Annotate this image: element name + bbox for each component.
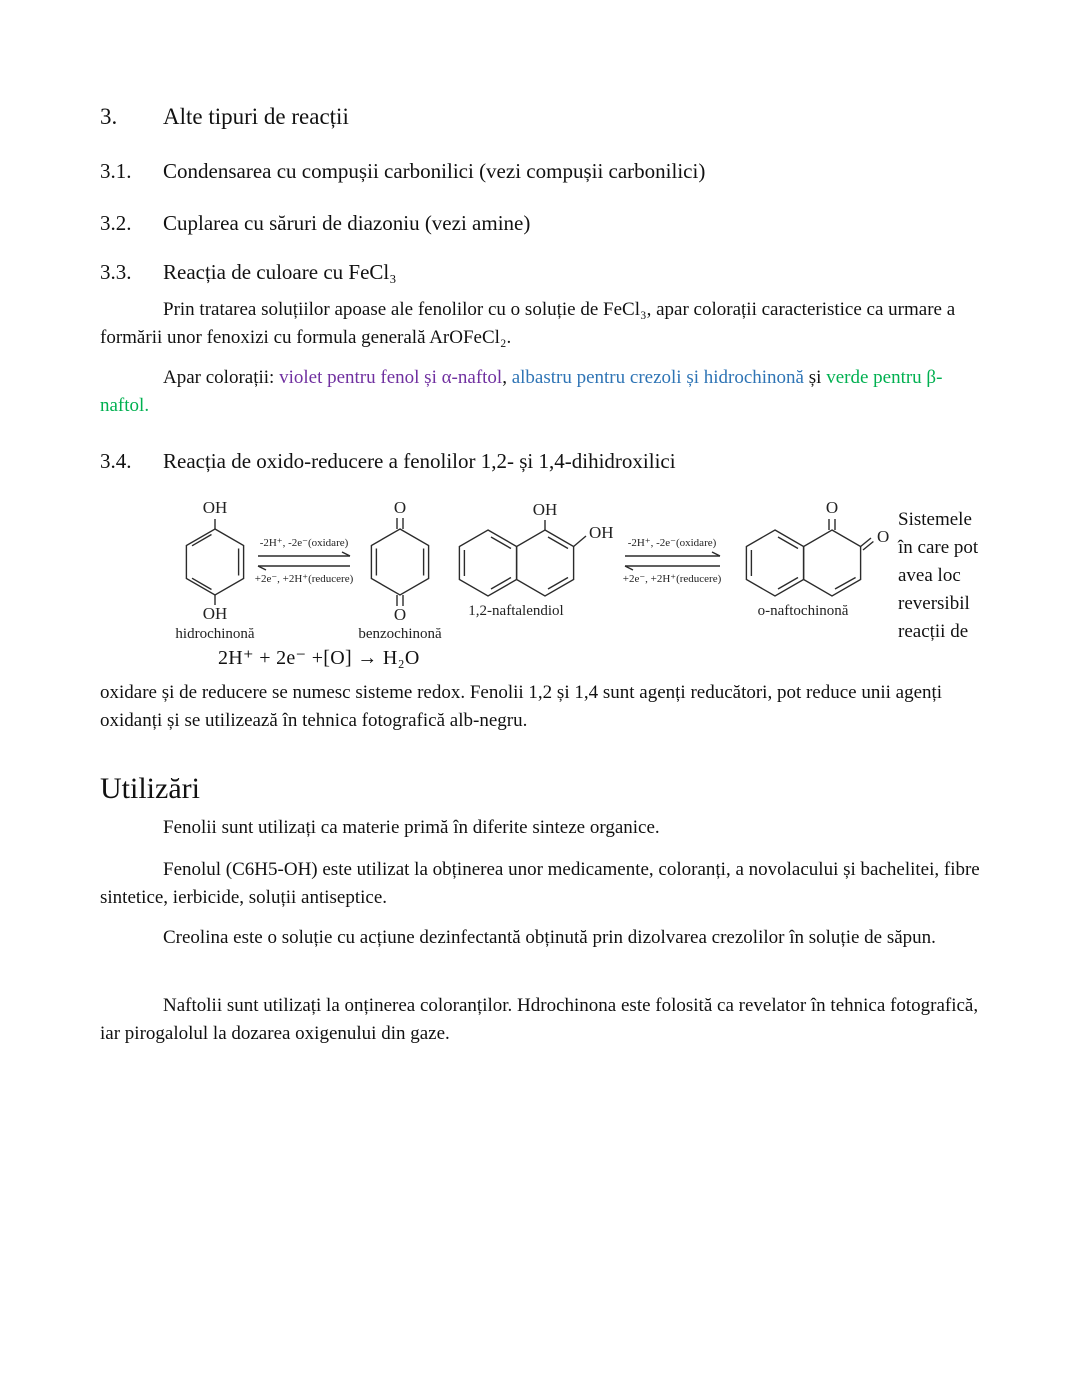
- section-3-4-heading: [100, 449, 676, 474]
- colorations-comma: ,: [502, 367, 512, 388]
- section-3-4-number: 3.4.: [100, 449, 132, 473]
- section-3-1-title: Condensarea cu compușii carbonilici (vezi compușii carbonilici): [163, 159, 706, 183]
- section-3-2-heading: [100, 211, 530, 236]
- oh-label-hydroquinone-bottom: OH: [202, 604, 228, 623]
- benzoquinone-label: benzochinonă: [358, 626, 442, 642]
- colorations-intro: Apar colorații:: [163, 367, 280, 388]
- naphthalenediol-ring-left: [459, 530, 516, 596]
- structure-lines: [186, 518, 873, 606]
- colorations-blue: albastru pentru crezoli și hidrochinonă: [511, 367, 804, 388]
- section-3-2-number: 3.2.: [100, 211, 132, 235]
- oxidation-label-2: -2H⁺, -2e⁻(oxidare): [627, 537, 717, 549]
- oxidation-label-1: -2H⁺, -2e⁻(oxidare): [259, 537, 349, 549]
- colorations-and: și: [804, 367, 827, 388]
- reduction-label-2: +2e⁻, +2H⁺(reducere): [622, 573, 722, 585]
- redox-equation: 2H⁺ + 2e⁻ +[O] → H₂O: [218, 647, 420, 669]
- reduction-label-1: +2e⁻, +2H⁺(reducere): [254, 573, 354, 585]
- redox-paragraph-rest: oxidare și de reducere se numesc sisteme redox. Fenolii 1,2 și 1,4 sunt agenți reducători, pot reduce unii agenți oxidanți și se utilizează în tehnica fotografică alb-negru.: [100, 682, 943, 731]
- uses-paragraph-3: Creolina este o soluție cu acțiune dezinfectantă obținută prin dizolvarea crezolilor în soluție de săpun.: [163, 927, 936, 948]
- section-3-3-heading: [100, 260, 397, 285]
- uses-paragraph-4: Naftolii sunt utilizați la onținerea coloranților. Hdrochinona este folosită ca revelator în tehnica fotografică, iar pirogalolul la dozarea oxigenului din gaze.: [100, 995, 979, 1044]
- oh-label-naphthalenediol-top: OH: [532, 500, 558, 519]
- uses-heading: Utilizări: [100, 772, 200, 805]
- naphthoquinone-ring-left: [746, 530, 803, 596]
- naphthoquinone-label: o-naftochinonă: [757, 603, 849, 619]
- naphthalenediol-label: 1,2-naftalendiol: [468, 603, 564, 619]
- colorations-violet: violet pentru fenol și α-naftol: [279, 367, 503, 388]
- benzoquinone-ring: [371, 529, 428, 595]
- hydroquinone-label: hidrochinonă: [175, 626, 255, 642]
- naphthalenediol-ring-right: [517, 530, 574, 596]
- oh-label-hydroquinone-top: OH: [202, 498, 228, 517]
- hydroquinone-ring: [186, 529, 243, 595]
- naphthoquinone-ring-right: [804, 530, 861, 596]
- section-3-3-number: 3.3.: [100, 260, 132, 284]
- section-3-4-title: Reacția de oxido-reducere a fenolilor 1,2- și 1,4-dihidroxilici: [163, 449, 676, 473]
- section-3-heading: [100, 104, 349, 130]
- section-3-1-number: 3.1.: [100, 159, 132, 183]
- colorations-green: verde pentru β-naftol.: [100, 367, 943, 416]
- o-label-benzoquinone-top: O: [393, 498, 407, 517]
- section-3-title: Alte tipuri de reacții: [163, 104, 349, 129]
- oh-label-naphthalenediol-right: OH: [589, 523, 614, 542]
- o-label-benzoquinone-bottom: O: [393, 605, 407, 624]
- o-label-naphthoquinone-right: O: [877, 527, 890, 546]
- paragraph-fecl3: Prin tratarea soluțiilor apoase ale fenolilor cu o soluție de FeCl₃, apar colorații caracteristice ca urmare a formării unor fenoxizi cu formula generală ArOFeCl₂.: [100, 299, 956, 348]
- redox-reaction-diagram: [150, 482, 890, 652]
- paragraph-colorations: [100, 364, 988, 420]
- section-3-number: 3.: [100, 104, 118, 129]
- uses-paragraph-2: Fenolul (C6H5-OH) este utilizat la obținerea unor medicamente, coloranți, a novolacului și bachelitei, fibre sintetice, ierbicide, soluții antiseptice.: [100, 859, 980, 908]
- redox-paragraph-side: Sistemele în care pot avea loc reversibil reacții de: [898, 509, 979, 642]
- section-3-1-heading: [100, 159, 705, 184]
- section-3-2-title: Cuplarea cu săruri de diazoniu (vezi amine): [163, 211, 531, 235]
- o-label-naphthoquinone-top: O: [825, 498, 839, 517]
- uses-paragraph-1: Fenolii sunt utilizați ca materie primă în diferite sinteze organice.: [163, 817, 660, 838]
- section-3-3-title: Reacția de culoare cu FeCl₃: [163, 260, 397, 284]
